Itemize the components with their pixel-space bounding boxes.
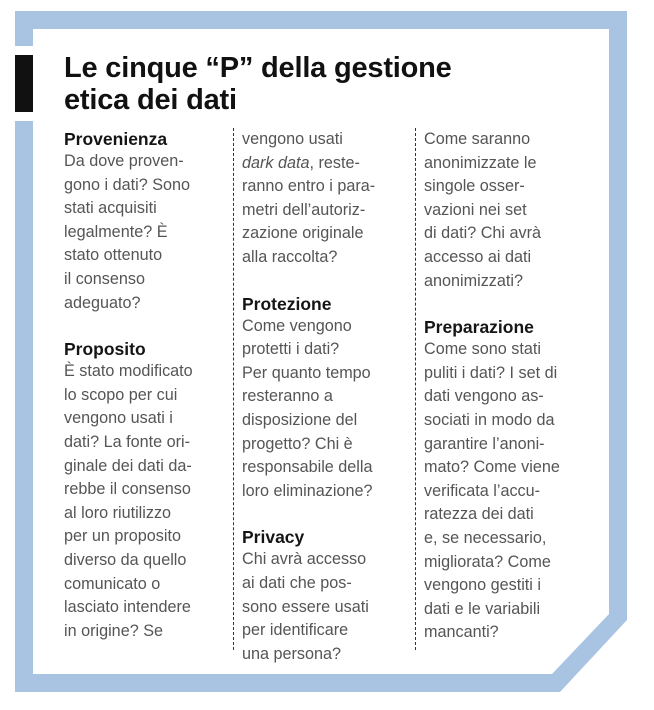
page-title — [64, 52, 604, 116]
section-preparazione — [424, 316, 604, 645]
section-heading: Privacy — [242, 527, 305, 548]
body-text: , reste- ranno entro i para- metri dell’autoriz- zazione originale alla raccolta? — [242, 153, 376, 266]
section-heading: Protezione — [242, 293, 332, 314]
section-heading: Preparazione — [424, 317, 534, 338]
column-1 — [64, 128, 232, 643]
italic-term: dark data — [242, 153, 310, 172]
title-line-1: Le cinque “P” della gestione — [64, 52, 452, 84]
column-2 — [242, 128, 412, 666]
section-body: Da dove proven- gono i dati? Sono stati acquisiti legalmente? È stato ottenuto il consenso adeguato? — [64, 152, 191, 312]
section-body: È stato modificato lo scopo per cui vengono usati i dati? La fonte ori- ginale dei dati da- rebbe il consenso al loro riutilizzo per un proposito diverso da quello comunicato o lasciato intendere in origine? Se — [64, 362, 193, 640]
section-proposito — [64, 338, 232, 643]
column-3 — [424, 128, 604, 645]
section-heading: Provenienza — [64, 129, 168, 149]
section-body-continued: Come saranno anonimizzate le singole osser- vazioni nei set di dati? Chi avrà accesso ai dati anonimizzati? — [424, 130, 541, 290]
section-body: Chi avrà accesso ai dati che pos- sono essere usati per identificare una persona? — [242, 550, 369, 663]
section-body-continued — [242, 128, 412, 270]
section-body: Come sono stati puliti i dati? I set di dati vengono as- sociati in modo da garantire l’anoni- mato? Come viene verificata l’accu- ratezza dei dati e, se necessario, migliorata? Come vengono gestiti i dati e le variabili mancanti? — [424, 340, 560, 642]
body-text: vengono usati — [242, 130, 343, 148]
section-protezione — [242, 293, 412, 504]
section-privacy — [242, 526, 412, 666]
title-line-2: etica dei dati — [64, 84, 237, 116]
accent-bar — [15, 55, 33, 112]
section-body: Come vengono protetti i dati? Per quanto tempo resteranno a disposizione del progetto? Chi è responsabile della loro eliminazione? — [242, 316, 373, 500]
section-heading: Proposito — [64, 339, 146, 360]
section-provenienza — [64, 128, 232, 315]
column-divider — [233, 128, 234, 650]
column-divider — [415, 128, 416, 650]
